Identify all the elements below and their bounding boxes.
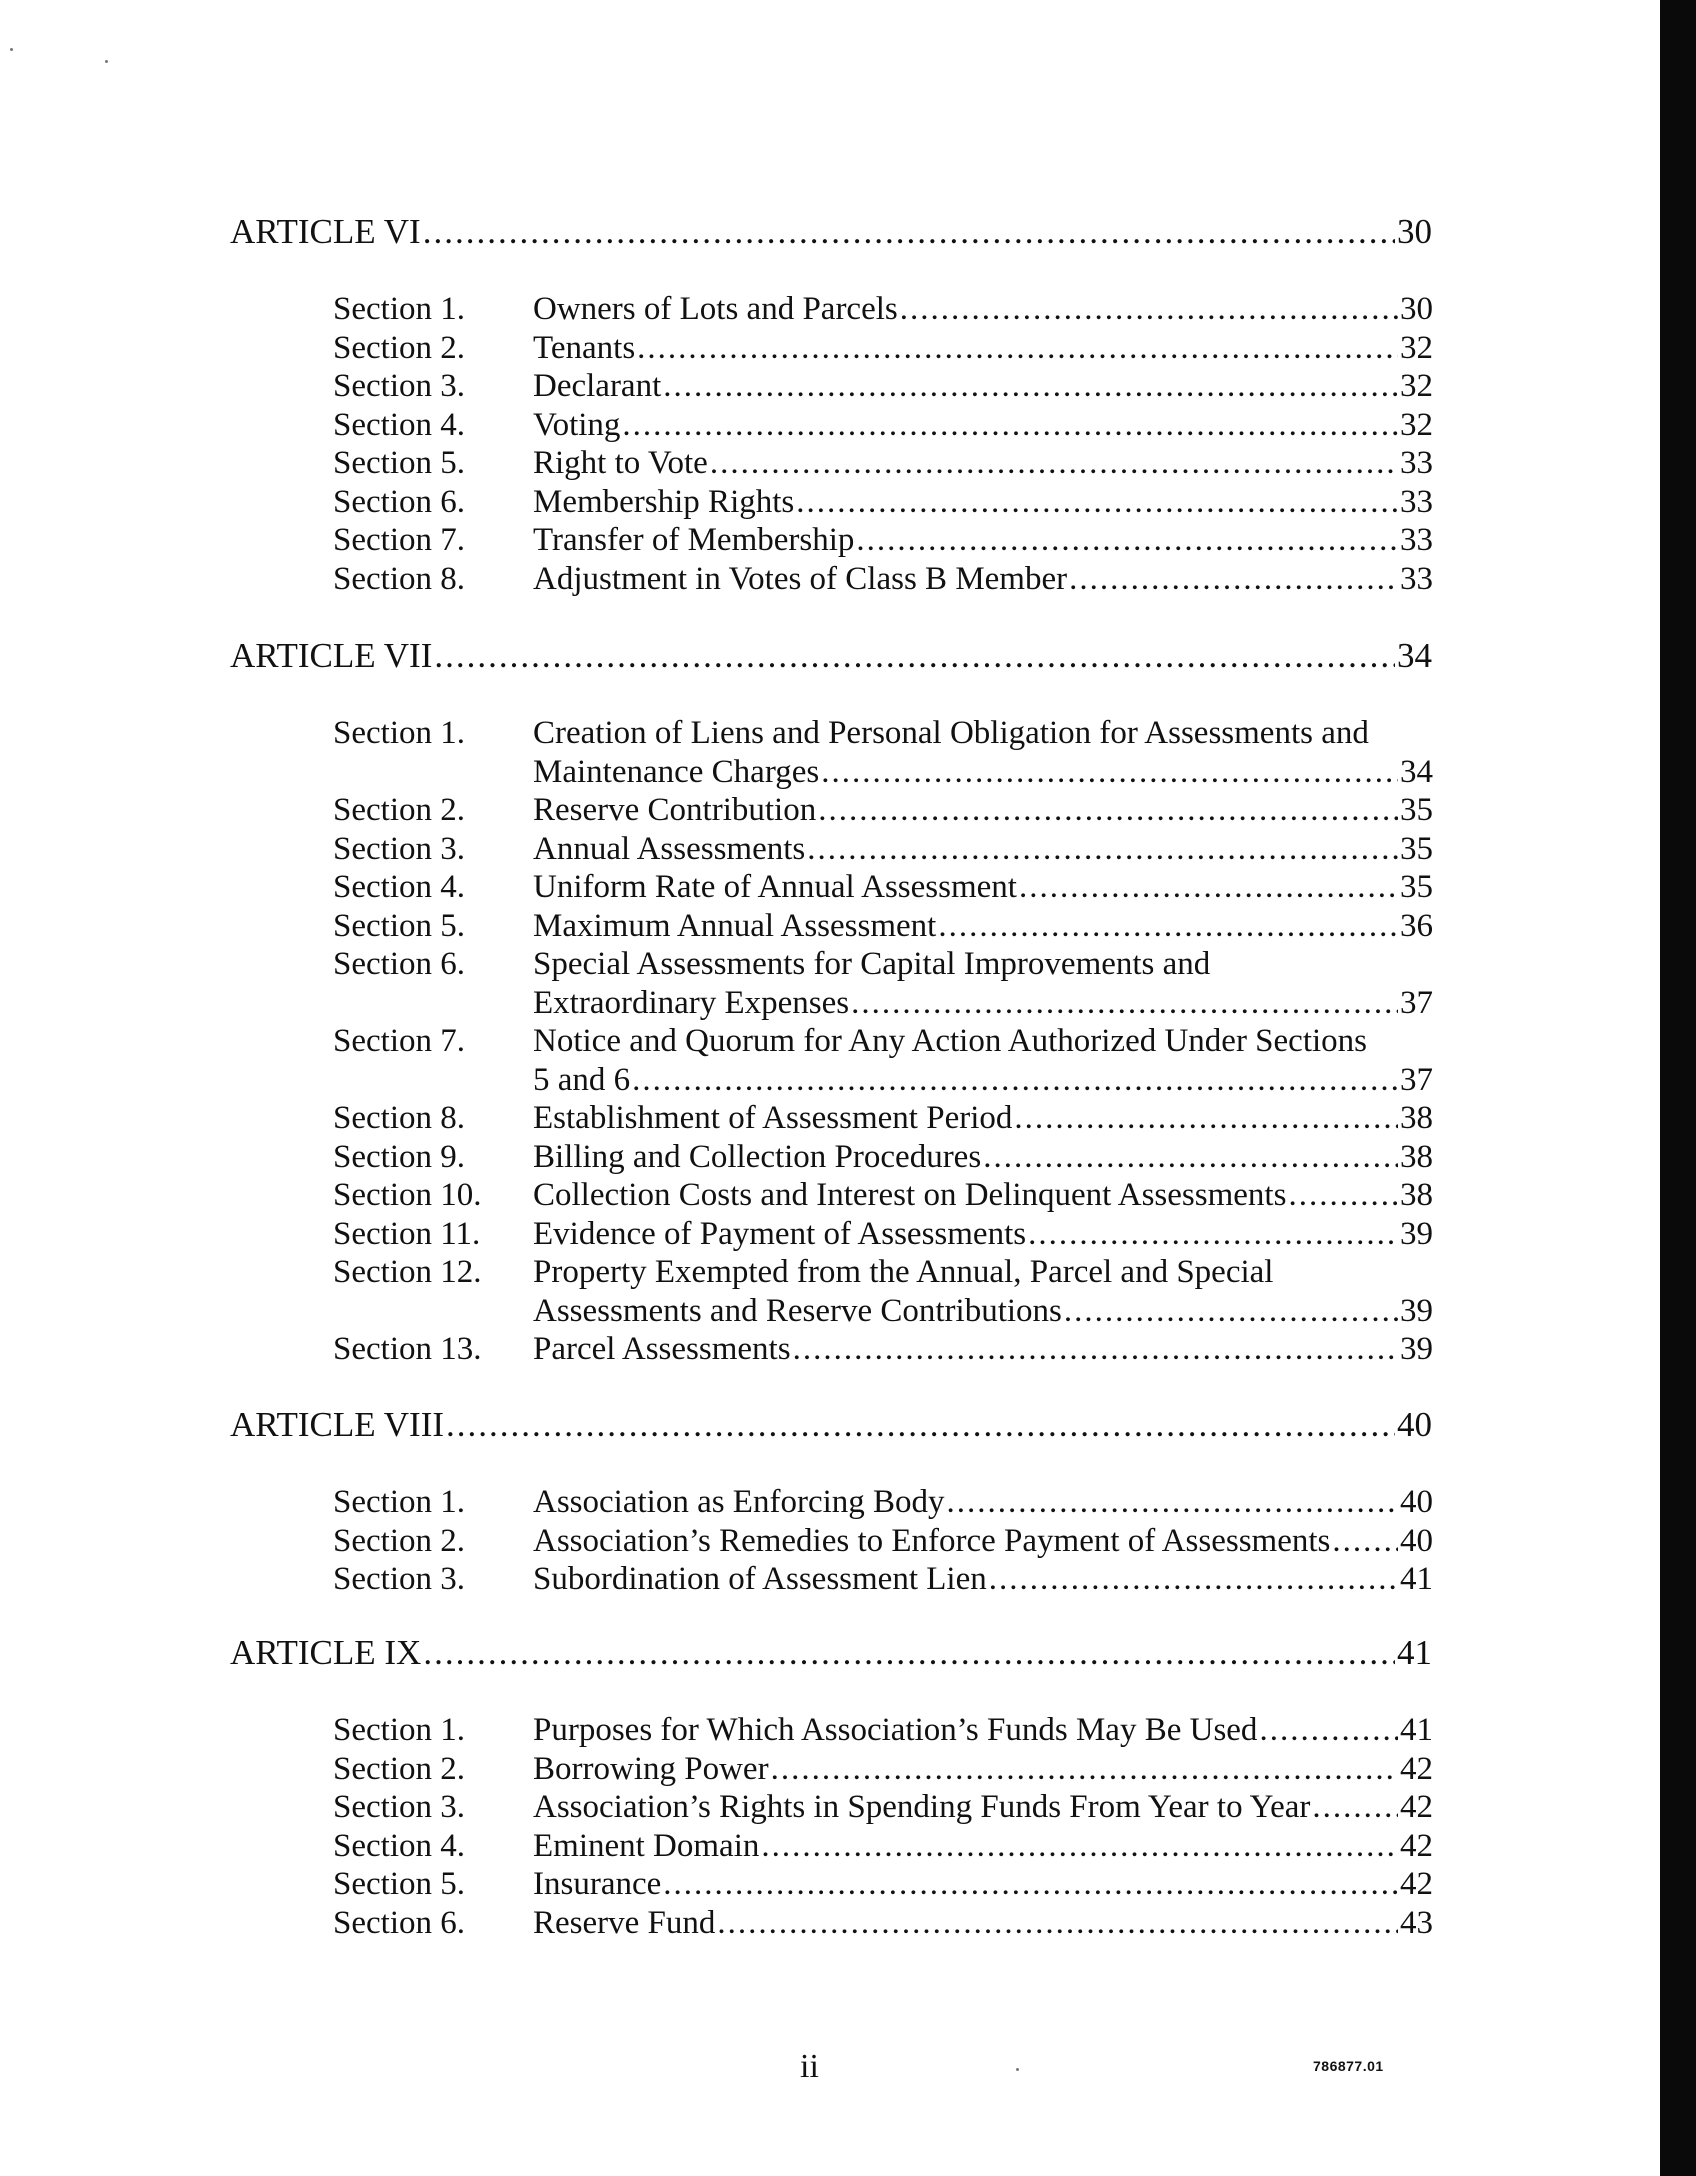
section-page-number: 41	[1400, 1561, 1433, 1597]
section-title-last-line	[533, 1138, 1433, 1177]
section-page-number: 38	[1400, 1177, 1433, 1213]
section-title-text: Declarant	[533, 368, 662, 404]
section-title	[533, 1330, 1433, 1369]
section-number: Section 6.	[333, 483, 465, 520]
section-title-line: Special Assessments for Capital Improvements and	[533, 946, 1211, 982]
dot-leader	[663, 367, 1398, 406]
section-page-number: 35	[1400, 830, 1433, 867]
article-heading	[230, 636, 1432, 676]
section-title-last-line	[533, 1560, 1433, 1599]
dot-leader	[821, 753, 1398, 792]
section-page-number: 34	[1400, 753, 1433, 790]
section-number: Section 4.	[333, 1827, 465, 1864]
section-number: Section 3.	[333, 830, 465, 867]
section-page-number: 35	[1400, 792, 1433, 828]
section-title-text: Tenants	[533, 329, 636, 366]
section-number: Section 8.	[333, 1100, 465, 1136]
section-page-number: 42	[1400, 1789, 1433, 1825]
section-title-last-line	[533, 1827, 1433, 1866]
section-title	[533, 1711, 1433, 1750]
section-number: Section 1.	[333, 1484, 465, 1520]
section-title-text: Subordination of Assessment Lien	[533, 1561, 987, 1597]
section-title	[533, 907, 1433, 946]
section-title	[533, 367, 1433, 406]
section-title-last-line	[533, 560, 1433, 599]
section-title-text: Adjustment in Votes of Class B Member	[533, 560, 1068, 597]
section-number: Section 10.	[333, 1177, 482, 1213]
section-page-number: 43	[1400, 1904, 1433, 1941]
section-title	[533, 714, 1433, 791]
section-title	[533, 1253, 1433, 1330]
dot-leader	[446, 1405, 1395, 1445]
section-number: Section 4.	[333, 869, 465, 905]
dot-leader	[1332, 1522, 1398, 1561]
section-page-number: 37	[1400, 984, 1433, 1021]
section-page-number: 33	[1400, 483, 1433, 520]
section-title	[533, 791, 1433, 830]
section-title	[533, 406, 1433, 445]
dot-leader	[771, 1750, 1398, 1789]
section-number: Section 3.	[333, 368, 465, 404]
dot-leader	[434, 636, 1395, 676]
section-title	[533, 1560, 1433, 1599]
section-title-text: Annual Assessments	[533, 830, 806, 867]
section-title-line: Property Exempted from the Annual, Parcel and Special	[533, 1254, 1274, 1290]
dot-leader	[900, 290, 1398, 329]
section-title-text: Membership Rights	[533, 483, 795, 520]
section-title-last-line	[533, 1750, 1433, 1789]
section-page-number: 33	[1400, 445, 1433, 481]
section-title-last-line	[533, 367, 1433, 406]
article-page-number: 34	[1397, 636, 1432, 675]
section-title	[533, 1750, 1433, 1789]
section-title-last-line	[533, 1176, 1433, 1215]
section-title-last-line	[533, 1061, 1433, 1100]
section-page-number: 41	[1400, 1712, 1433, 1748]
section-title	[533, 1483, 1433, 1522]
dot-leader	[947, 1483, 1398, 1522]
section-number: Section 2.	[333, 1522, 465, 1559]
section-title-last-line	[533, 406, 1433, 445]
section-page-number: 33	[1400, 522, 1433, 558]
section-title	[533, 1022, 1433, 1099]
article-title: ARTICLE IX	[230, 1633, 422, 1672]
dot-leader	[989, 1560, 1398, 1599]
section-number: Section 5.	[333, 1866, 465, 1902]
section-title	[533, 1865, 1433, 1904]
dot-leader	[1028, 1215, 1398, 1254]
section-title-last-line	[533, 1099, 1433, 1138]
section-number: Section 4.	[333, 406, 465, 443]
article-page-number: 30	[1397, 212, 1432, 251]
dot-leader	[637, 329, 1398, 368]
section-title-text: Association’s Remedies to Enforce Payment of Assessments	[533, 1522, 1331, 1559]
dot-leader	[1288, 1176, 1398, 1215]
section-title-text: Extraordinary Expenses	[533, 984, 850, 1021]
section-title-last-line	[533, 1330, 1433, 1369]
section-title-last-line	[533, 868, 1433, 907]
section-title-text: Owners of Lots and Parcels	[533, 291, 898, 327]
section-title-text: Reserve Contribution	[533, 792, 817, 828]
dot-leader	[632, 1061, 1398, 1100]
section-number: Section 7.	[333, 522, 465, 558]
dot-leader	[761, 1827, 1398, 1866]
section-title-last-line	[533, 329, 1433, 368]
section-title-text: Maximum Annual Assessment	[533, 907, 937, 944]
section-title	[533, 830, 1433, 869]
section-page-number: 38	[1400, 1138, 1433, 1175]
section-title-last-line	[533, 907, 1433, 946]
section-title-last-line	[533, 483, 1433, 522]
section-title-last-line	[533, 830, 1433, 869]
section-title-text: Voting	[533, 406, 621, 443]
scan-speck	[10, 48, 13, 51]
section-number: Section 2.	[333, 1750, 465, 1787]
section-title-last-line	[533, 1215, 1433, 1254]
section-title-last-line	[533, 444, 1433, 483]
dot-leader	[1259, 1711, 1398, 1750]
article-heading	[230, 212, 1432, 252]
section-title	[533, 868, 1433, 907]
article-title: ARTICLE VI	[230, 212, 421, 251]
dot-leader	[1312, 1788, 1398, 1827]
section-number: Section 6.	[333, 946, 465, 982]
section-title-last-line	[533, 1711, 1433, 1750]
dot-leader	[807, 830, 1398, 869]
section-title-text: Maintenance Charges	[533, 753, 820, 790]
section-number: Section 5.	[333, 445, 465, 481]
article-page-number: 41	[1397, 1633, 1432, 1672]
section-page-number: 30	[1400, 291, 1433, 327]
section-title-text: Transfer of Membership	[533, 522, 855, 558]
article-heading	[230, 1405, 1432, 1445]
dot-leader	[793, 1330, 1398, 1369]
dot-leader	[717, 1904, 1398, 1943]
section-title	[533, 1522, 1433, 1561]
section-page-number: 39	[1400, 1331, 1433, 1367]
section-number: Section 8.	[333, 560, 465, 597]
section-title-last-line	[533, 290, 1433, 329]
page-number: ii	[800, 2048, 819, 2085]
section-number: Section 2.	[333, 792, 465, 828]
section-title-last-line	[533, 791, 1433, 830]
dot-leader	[851, 984, 1398, 1023]
dot-leader	[856, 521, 1398, 560]
section-page-number: 36	[1400, 907, 1433, 944]
article-page-number: 40	[1397, 1405, 1432, 1444]
dot-leader	[1069, 560, 1398, 599]
section-title	[533, 560, 1433, 599]
section-title	[533, 444, 1433, 483]
section-title-text: Eminent Domain	[533, 1827, 760, 1864]
section-title-last-line	[533, 753, 1433, 792]
section-number: Section 1.	[333, 715, 465, 751]
dot-leader	[1064, 1292, 1398, 1331]
section-title-line: Creation of Liens and Personal Obligation for Assessments and	[533, 715, 1369, 751]
section-title-text: Insurance	[533, 1866, 662, 1902]
section-number: Section 13.	[333, 1331, 482, 1367]
section-number: Section 1.	[333, 291, 465, 327]
section-title-text: Parcel Assessments	[533, 1331, 791, 1367]
section-title-text: Uniform Rate of Annual Assessment	[533, 869, 1017, 905]
section-page-number: 40	[1400, 1522, 1433, 1559]
section-title-last-line	[533, 1865, 1433, 1904]
section-page-number: 40	[1400, 1484, 1433, 1520]
section-number: Section 12.	[333, 1254, 482, 1290]
section-number: Section 7.	[333, 1023, 465, 1059]
section-title	[533, 1215, 1433, 1254]
section-page-number: 38	[1400, 1100, 1433, 1136]
section-number: Section 1.	[333, 1712, 465, 1748]
dot-leader	[1019, 868, 1398, 907]
article-title: ARTICLE VII	[230, 636, 433, 675]
section-number: Section 6.	[333, 1904, 465, 1941]
section-title-text: 5 and 6	[533, 1061, 631, 1098]
scan-speck	[105, 60, 108, 63]
section-number: Section 3.	[333, 1789, 465, 1825]
section-title	[533, 521, 1433, 560]
section-page-number: 32	[1400, 329, 1433, 366]
document-code: 786877.01	[1313, 2058, 1384, 2074]
section-page-number: 39	[1400, 1215, 1433, 1252]
section-page-number: 42	[1400, 1750, 1433, 1787]
section-title	[533, 483, 1433, 522]
article-heading	[230, 1633, 1432, 1673]
scan-speck	[1016, 2068, 1019, 2071]
section-title-last-line	[533, 1788, 1433, 1827]
section-title-text: Establishment of Assessment Period	[533, 1100, 1013, 1136]
section-title-text: Collection Costs and Interest on Delinquent Assessments	[533, 1177, 1287, 1213]
dot-leader	[818, 791, 1398, 830]
section-title	[533, 1176, 1433, 1215]
scan-edge-bar	[1660, 0, 1696, 2176]
dot-leader	[938, 907, 1398, 946]
section-title	[533, 329, 1433, 368]
section-title	[533, 1099, 1433, 1138]
dot-leader	[663, 1865, 1398, 1904]
section-title	[533, 945, 1433, 1022]
section-page-number: 35	[1400, 869, 1433, 905]
dot-leader	[796, 483, 1398, 522]
section-title-text: Association’s Rights in Spending Funds From Year to Year	[533, 1789, 1311, 1825]
section-title-last-line	[533, 1483, 1433, 1522]
section-number: Section 2.	[333, 329, 465, 366]
dot-leader	[710, 444, 1398, 483]
section-title-last-line	[533, 984, 1433, 1023]
section-title-line: Notice and Quorum for Any Action Authorized Under Sections	[533, 1023, 1368, 1059]
section-title-last-line	[533, 521, 1433, 560]
section-page-number: 42	[1400, 1827, 1433, 1864]
dot-leader	[622, 406, 1398, 445]
section-title-text: Billing and Collection Procedures	[533, 1138, 982, 1175]
section-number: Section 3.	[333, 1561, 465, 1597]
section-page-number: 39	[1400, 1292, 1433, 1329]
section-title	[533, 1827, 1433, 1866]
dot-leader	[423, 212, 1395, 252]
section-title-text: Association as Enforcing Body	[533, 1484, 945, 1520]
dot-leader	[1014, 1099, 1398, 1138]
section-page-number: 32	[1400, 368, 1433, 404]
dot-leader	[983, 1138, 1398, 1177]
section-page-number: 42	[1400, 1866, 1433, 1902]
section-title-text: Borrowing Power	[533, 1750, 769, 1787]
section-title-last-line	[533, 1904, 1433, 1943]
section-page-number: 33	[1400, 560, 1433, 597]
section-title-text: Evidence of Payment of Assessments	[533, 1215, 1027, 1252]
section-title-text: Reserve Fund	[533, 1904, 716, 1941]
section-title	[533, 1788, 1433, 1827]
section-number: Section 9.	[333, 1138, 465, 1175]
section-title-last-line	[533, 1522, 1433, 1561]
section-title-last-line	[533, 1292, 1433, 1331]
section-title	[533, 290, 1433, 329]
dot-leader	[423, 1633, 1395, 1673]
section-title	[533, 1904, 1433, 1943]
section-title	[533, 1138, 1433, 1177]
section-page-number: 32	[1400, 406, 1433, 443]
section-number: Section 11.	[333, 1215, 481, 1252]
article-title: ARTICLE VIII	[230, 1405, 445, 1444]
section-title-text: Right to Vote	[533, 445, 708, 481]
section-number: Section 5.	[333, 907, 465, 944]
section-title-text: Assessments and Reserve Contributions	[533, 1292, 1062, 1329]
section-page-number: 37	[1400, 1061, 1433, 1098]
section-title-text: Purposes for Which Association’s Funds May Be Used	[533, 1712, 1258, 1748]
